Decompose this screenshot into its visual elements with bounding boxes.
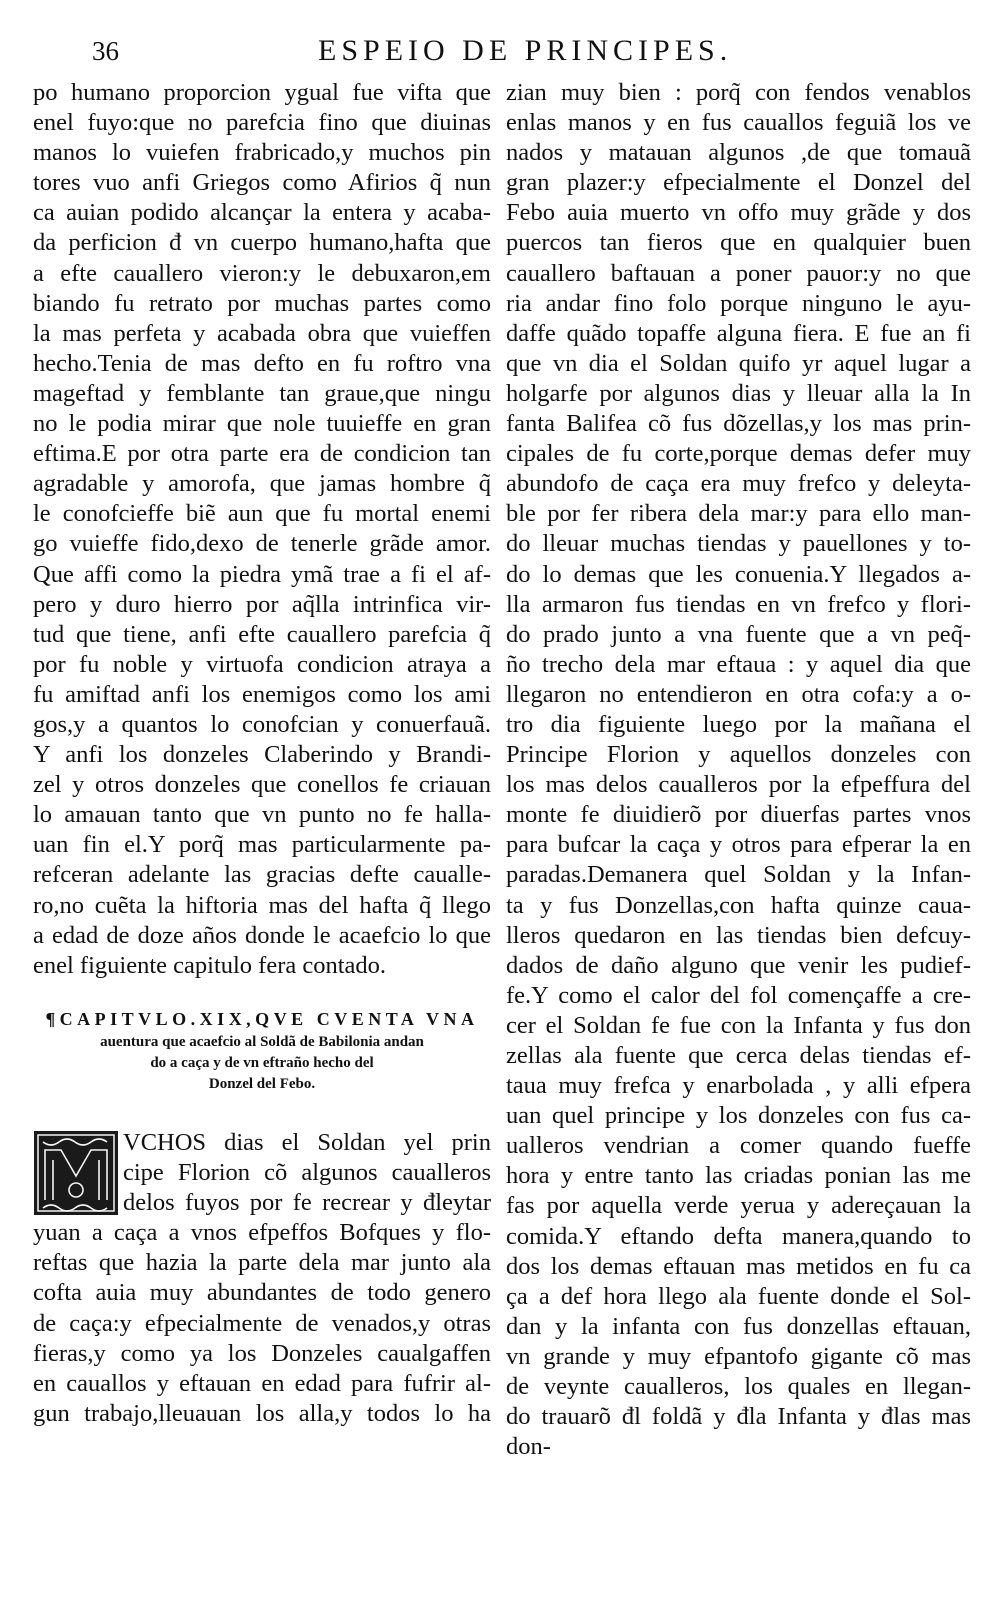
- text-line: po humano proporcion ygual fue vifta que: [33, 79, 491, 106]
- chapter-heading: [33, 1006, 491, 1095]
- text-line: lleros quedaron en las tiendas bien defcuy-: [506, 921, 971, 949]
- text-line: fe.Y como el calor del fol començaffe a cre-: [506, 981, 971, 1009]
- text-line: zian muy bien : porq̃ con fendos venablos: [506, 79, 971, 106]
- text-line: Febo auia muerto vn offo muy grãde y dos: [506, 199, 971, 227]
- text-line: fieras,y como ya los Donzeles caualgaffen: [33, 1339, 491, 1367]
- text-line: le conofcieffe biẽ aun que fu mortal enemi: [33, 500, 491, 528]
- text-line: yuan a caça a vnos efpeffos Bofques y flo-: [33, 1219, 491, 1247]
- text-line: tro dia figuiente luego por la mañana el: [506, 710, 971, 738]
- text-line: a edad de doze años donde le acaefcio lo que: [33, 921, 491, 949]
- left-column: [33, 78, 491, 981]
- text-line: ño trecho dela mar eftaua : y aquel dia que: [506, 650, 971, 678]
- text-line: por fu noble y virtuofa condicion atraya a: [33, 650, 491, 678]
- text-line: para bufcar la caça y otros para efperar la en: [506, 831, 971, 859]
- text-line: ça a def hora llego ala fuente donde el Sol-: [506, 1282, 971, 1310]
- text-line: lo amauan tanto que vn punto no fe halla-: [33, 801, 491, 829]
- text-line: ria andar fino folo porque ninguno le ayu-: [506, 289, 971, 317]
- running-title: ESPEIO DE PRINCIPES.: [318, 34, 733, 67]
- text-line: monte fe diuidierõ por diuerfas partes vnos: [506, 801, 971, 829]
- text-line: do prado junto a vna fuente que a vn peq̃-: [506, 620, 971, 648]
- text-line: go vuieffe fido,dexo de tenerle grãde amor.: [33, 530, 491, 558]
- text-line: gun trabajo,lleuauan los alla,y todos lo ha: [33, 1399, 491, 1427]
- text-line: ca auian podido alcançar la entera y acaba-: [33, 199, 491, 227]
- chapter-title: ¶CAPITVLO.XIX,QVE CVENTA VNA: [45, 1009, 479, 1029]
- chapter-subtitle-line: do a caça y de vn eftraño hecho del: [150, 1055, 374, 1071]
- text-line: llegaron no entendieron en otra cofa:y a o-: [506, 680, 971, 708]
- text-line: pero y duro hierro por aq̃lla intrinfica vir-: [33, 590, 491, 618]
- text-line: paradas.Demanera quel Soldan y la Infan-: [506, 861, 971, 889]
- text-line: la mas perfeta y acabada obra que vuieffen: [33, 319, 491, 347]
- text-line: dan y la infanta con fus donzellas eftauan,: [506, 1312, 971, 1340]
- text-line: do trauarõ đl foldã y đla Infanta y đlas mas: [506, 1403, 971, 1431]
- text-line: zellas ala fuente que cerca delas tiendas ef-: [506, 1042, 971, 1069]
- text-line: biando fu retrato por muchas partes como: [33, 289, 491, 317]
- text-line: dos los demas eftauan mas metidos en fu ca: [506, 1252, 971, 1280]
- chapter-opening: [33, 1128, 491, 1429]
- right-column: [506, 78, 971, 1462]
- text-line: tud que tiene, anfi efte cauallero parefcia q̃: [33, 620, 491, 648]
- drop-cap-ornament-icon: [33, 1130, 119, 1216]
- text-line: a efte cauallero vieron:y le debuxaron,em: [33, 259, 491, 287]
- text-line: no le podia mirar que nole tuuieffe en gran: [33, 410, 491, 438]
- text-line: abundofo de caça era muy frefco y deleyta-: [506, 470, 971, 498]
- text-line: manos lo vuiefen frabricado,y muchos pin: [33, 139, 491, 167]
- text-line: fas por aquella verde yerua y adereçauan la: [506, 1192, 971, 1220]
- text-line: Que affi como la piedra ymã trae a fi el af-: [33, 560, 491, 588]
- text-line: cipales de fu corte,porque demas defer muy: [506, 440, 971, 468]
- text-line: ta y fus Donzellas,con hafta quinze caua-: [506, 891, 971, 919]
- text-line: eftima.E por otra parte era de condicion tan: [33, 440, 491, 468]
- text-line: taua muy frefca y enarbolada , y alli efpera: [506, 1072, 971, 1100]
- text-line: fanta Balifea cõ fus dõzellas,y los mas prin-: [506, 410, 971, 438]
- text-line: nados y matauan algunos ,de que tomauã: [506, 139, 971, 167]
- text-line: cofta auia muy abundantes de todo genero: [33, 1279, 491, 1307]
- text-line: do lo demas que les conuenia.Y llegados a-: [506, 560, 971, 588]
- text-line: gos,y a quantos lo conofcian y conuerfauã.: [33, 710, 491, 738]
- text-line: Principe Florion y aquellos donzeles con: [506, 741, 971, 769]
- text-line: en cauallos y eftauan en edad para fufrir al-: [33, 1369, 491, 1397]
- text-line: VCHOS dias el Soldan yel prin: [123, 1129, 491, 1156]
- text-line: uan fin el.Y porq̃ mas particularmente pa-: [33, 831, 491, 859]
- text-line: puercos tan fieros que en qualquier buen: [506, 229, 971, 257]
- text-line: enel fuyo:que no parefcia fino que diuinas: [33, 109, 491, 137]
- page-number: 36: [92, 36, 119, 66]
- text-line: uan quel principe y los donzeles con fus ca-: [506, 1102, 971, 1130]
- text-line: hecho.Tenia de mas defto en fu roftro vna: [33, 349, 491, 377]
- text-line: que vn dia el Soldan quifo yr aquel lugar a: [506, 349, 971, 377]
- drop-cap-letter: M: [75, 1186, 77, 1187]
- text-line: tores vuo anfi Griegos como Afirios q̃ nun: [33, 169, 491, 197]
- text-line: gran plazer:y efpecialmente el Donzel del: [506, 169, 971, 197]
- text-line: enlas manos y en fus cauallos feguiã los ve: [506, 109, 971, 137]
- text-line: reftas que hazia la parte dela mar junto ala: [33, 1249, 491, 1277]
- text-line: cer el Soldan fe fue con la Infanta y fus don: [506, 1011, 971, 1039]
- text-line: ro,no cuẽta la hiftoria mas del hafta q̃ llego: [33, 891, 491, 919]
- text-line: cipe Florion cõ algunos caualleros: [123, 1159, 491, 1187]
- text-line: delos fuyos por fe recrear y đleytar: [123, 1189, 491, 1217]
- text-line: ble por fer ribera dela mar:y para ello man-: [506, 500, 971, 528]
- text-line: vn grande y muy efpantofo gigante cõ mas: [506, 1342, 971, 1370]
- text-line: de caça:y efpecialmente de venados,y otras: [33, 1309, 491, 1337]
- text-line: holgarfe por algunos dias y lleuar alla la In: [506, 379, 971, 407]
- text-line: do lleuar muchas tiendas y pauellones y to-: [506, 530, 971, 558]
- page-header: [0, 30, 1000, 74]
- text-line: hora y entre tanto las criadas ponian las me: [506, 1162, 971, 1190]
- chapter-subtitle-line: Donzel del Febo.: [208, 1076, 316, 1092]
- text-line: refceran adelante las gracias defte caualle-: [33, 861, 491, 889]
- text-line: dados de daño alguno que venir les pudief-: [506, 951, 971, 979]
- text-line: comida.Y eftando defta manera,quando to: [506, 1222, 971, 1250]
- text-line: enel figuiente capitulo fera contado.: [33, 951, 387, 979]
- text-line: los mas delos caualleros por la efpeffura del: [506, 771, 971, 799]
- text-line: de veynte caualleros, los quales en llegan-: [506, 1373, 971, 1401]
- text-line: cauallero baftauan a poner pauor:y no que: [506, 259, 971, 287]
- chapter-subtitle-line: auentura que acaefcio al Soldã de Babilonia andan: [100, 1034, 424, 1050]
- text-line: da perficion đ vn cuerpo humano,hafta que: [33, 229, 491, 257]
- catchword: don-: [506, 1433, 551, 1461]
- text-line: daffe quãdo topaffe alguna fiera. E fue an fi: [506, 319, 971, 347]
- text-line: zel y otros donzeles que conellos fe criauan: [33, 771, 491, 799]
- text-line: lla armaron fus tiendas en vn frefco y flori-: [506, 590, 971, 618]
- text-line: fu amiftad anfi los enemigos como los ami: [33, 680, 491, 708]
- text-line: ualleros vendrian a comer quando fueffe: [506, 1132, 971, 1160]
- text-line: mageftad y femblante tan graue,que ningu: [33, 379, 491, 407]
- text-line: agradable y amorofa, que jamas hombre q̃: [33, 470, 491, 498]
- text-line: Y anfi los donzeles Claberindo y Brandi-: [33, 741, 491, 769]
